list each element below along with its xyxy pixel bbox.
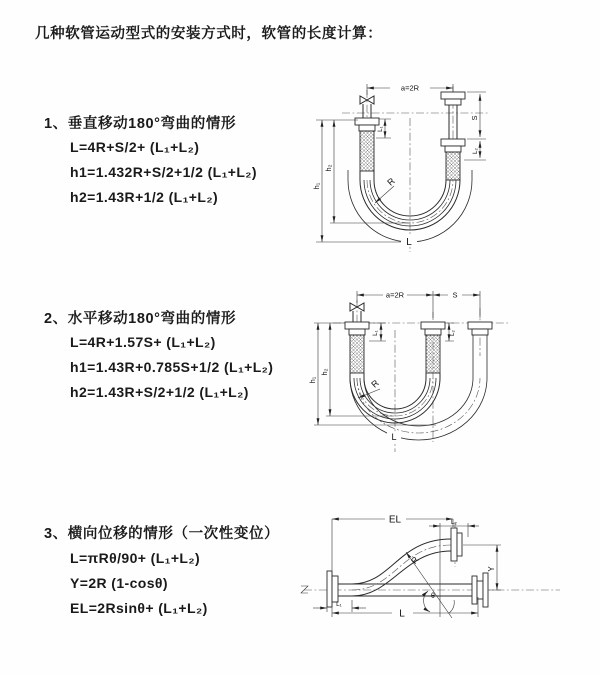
- flange: [421, 322, 445, 329]
- braided-hose: [426, 335, 440, 373]
- flange: [441, 139, 465, 146]
- dim-label-l2: L₂: [451, 519, 457, 526]
- flange: [345, 322, 369, 329]
- dim-label-radius: R: [369, 377, 381, 390]
- section-1-heading: 1、垂直移动180°弯曲的情形: [44, 116, 237, 132]
- dim-label-s: S: [470, 115, 479, 121]
- angle-construction: [406, 523, 454, 618]
- dim-label-l1: L₁: [336, 601, 342, 608]
- flange: [355, 118, 379, 125]
- dim-label-angle: θ: [431, 593, 435, 600]
- dim-label-el: EL: [388, 514, 402, 526]
- dim-label-l1: L₁: [372, 330, 379, 336]
- section-3-heading: 3、横向位移的情形（一次性变位）: [44, 526, 280, 542]
- flange: [441, 92, 465, 99]
- dim-label-span: a=2R: [400, 83, 420, 93]
- dim-label-h2: h₂: [320, 368, 329, 376]
- formula-s1-length: L=4R+S/2+ (L₁+L₂): [70, 139, 200, 155]
- top-flange-assembly: [451, 528, 462, 561]
- formula-s2-h2: h2=1.43R+S/2+1/2 (L₁+L₂): [70, 384, 249, 400]
- dim-label-l2: L₂: [472, 148, 479, 154]
- dim-label-l2: L₂: [449, 330, 456, 336]
- formula-s2-h1: h1=1.43R+0.785S+1/2 (L₁+L₂): [70, 359, 274, 375]
- flange: [327, 571, 332, 607]
- flange: [472, 576, 477, 604]
- centerlines: [301, 522, 560, 593]
- formula-s1-h2: h2=1.43R+1/2 (L₁+L₂): [70, 189, 219, 205]
- diagram-lateral-displacement: [300, 498, 595, 643]
- dim-label-l1: L₁: [377, 126, 384, 132]
- dim-label-radius: R: [385, 175, 397, 188]
- dim-label-h2: h₂: [324, 164, 333, 172]
- braided-hose: [446, 152, 460, 180]
- dim-label-length: L: [406, 237, 412, 248]
- formula-s2-length: L=4R+1.57S+ (L₁+L₂): [70, 334, 216, 350]
- flange: [468, 322, 492, 329]
- dim-label-s: S: [452, 290, 458, 300]
- right-pipe-assembly: [468, 322, 492, 352]
- diagram-horizontal-bend: [308, 282, 588, 452]
- break-mark: [301, 586, 308, 593]
- dim-label-length: L: [399, 608, 405, 620]
- dim-label-span: a=2R: [385, 290, 405, 300]
- formula-s1-h1: h1=1.432R+S/2+1/2 (L₁+L₂): [70, 164, 257, 180]
- left-pipe-assembly: [345, 303, 369, 378]
- flange: [451, 528, 457, 561]
- dim-label-length: L: [391, 432, 397, 442]
- section-2-heading: 2、水平移动180°弯曲的情形: [44, 311, 237, 327]
- braided-hose: [360, 131, 374, 171]
- s-curve-hose-displaced: [352, 539, 451, 596]
- formula-s3-y: Y=2R (1-cosθ): [70, 575, 168, 591]
- dim-label-h1: h₁: [308, 376, 317, 384]
- middle-pipe-assembly: [421, 322, 445, 378]
- hose-u-bend-displaced: [350, 352, 487, 440]
- braided-hose: [350, 335, 364, 373]
- formula-s3-length: L=πRθ/90+ (L₁+L₂): [70, 550, 201, 566]
- formula-s3-el: EL=2Rsinθ+ (L₁+L₂): [70, 600, 208, 616]
- diagram-vertical-bend: [310, 68, 580, 260]
- right-flange-assembly: [472, 573, 488, 607]
- dim-label-h1: h₁: [312, 182, 321, 190]
- page-title: 几种软管运动型式的安装方式时，软管的长度计算：: [35, 26, 383, 42]
- dim-label-y: Y: [487, 566, 496, 572]
- dim-label-radius: R: [408, 554, 421, 566]
